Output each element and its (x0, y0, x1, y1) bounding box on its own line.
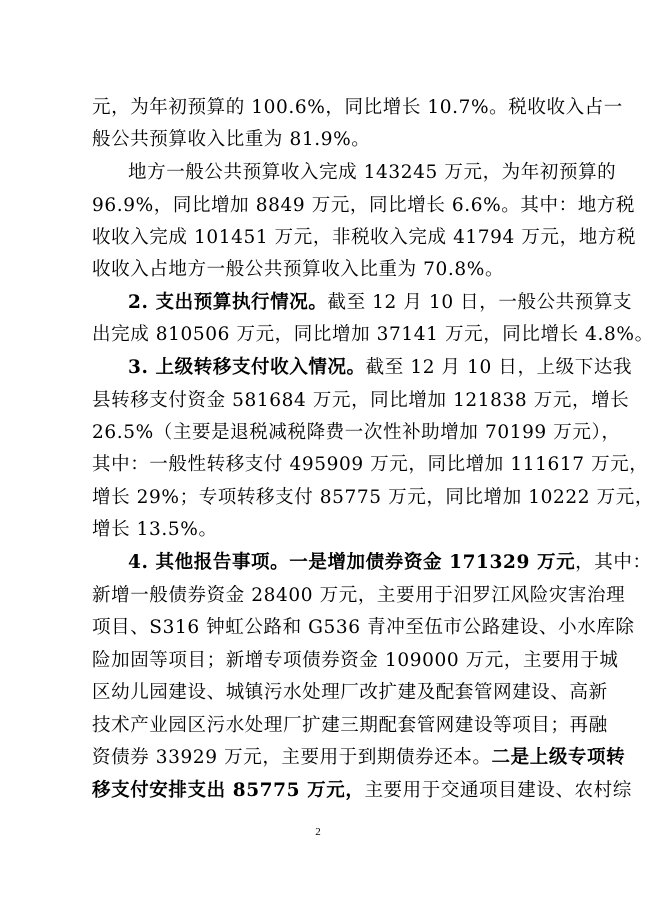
text-run: ，其中： (575, 552, 652, 573)
text-line (92, 681, 608, 705)
text-line (92, 421, 620, 445)
text-line (128, 356, 632, 380)
text-line (92, 194, 635, 218)
text-run: 县转移支付资金 581684 万元，同比增加 121838 万元，增长 (92, 390, 630, 411)
text-line (128, 551, 652, 575)
text-run: 新增一般债券资金 28400 万元，主要用于汨罗江风险灾害治理 (92, 585, 626, 606)
text-line (92, 96, 623, 120)
text-line (92, 128, 370, 152)
text-run: 险加固等项目；新增专项债券资金 109000 万元，主要用于城 (92, 650, 619, 671)
bold-heading: 4. 其他报告事项。一是增加债券资金 171329 万元 (128, 552, 576, 573)
text-line (92, 616, 635, 640)
text-line (92, 746, 625, 770)
text-line (92, 584, 625, 608)
text-line (128, 291, 632, 315)
text-run: 截至 12 月 10 日，上级下达我 (365, 357, 633, 378)
page-number: 2 (315, 826, 321, 838)
text-line (92, 226, 636, 250)
text-line (92, 453, 648, 477)
text-line (92, 389, 629, 413)
text-run: 26.5%（主要是退税减税降费一次性补助增加 70199 万元）， (92, 422, 621, 443)
text-run: 主要用于交通项目建设、农村综 (364, 780, 632, 801)
bold-heading: 二是上级专项转 (491, 747, 626, 768)
text-run: 般公共预算收入比重为 81.9%。 (92, 129, 371, 150)
text-line (92, 714, 608, 738)
text-line (92, 779, 632, 803)
text-line (92, 649, 619, 673)
text-run: 元，为年初预算的 100.6%，同比增长 10.7%。税收收入占一 (92, 97, 623, 118)
text-run: 技术产业园区污水处理厂扩建三期配套管网建设等项目；再融 (92, 715, 608, 736)
text-run: 收收入完成 101451 万元，非税收入完成 41794 万元，地方税 (92, 227, 636, 248)
bold-heading: 移支付安排支出 85775 万元， (92, 780, 365, 801)
text-line (92, 518, 218, 542)
text-run: 其中：一般性转移支付 495909 万元，同比增加 111617 万元， (92, 454, 649, 475)
text-run: 96.9%，同比增加 8849 万元，同比增长 6.6%。其中：地方税 (92, 195, 635, 216)
text-line (92, 486, 654, 510)
text-run: 截至 12 月 10 日，一般公共预算支 (327, 292, 633, 313)
text-run: 项目、S316 钟虹公路和 G536 青冲至伍市公路建设、小水库除 (92, 617, 635, 638)
text-run: 出完成 810506 万元，同比增加 37141 万元，同比增长 4.8%。 (92, 324, 654, 345)
text-line (128, 161, 616, 185)
text-run: 增长 29%；专项转移支付 85775 万元，同比增加 10222 万元， (92, 487, 654, 508)
text-run: 区幼儿园建设、城镇污水处理厂改扩建及配套管网建设、高新 (92, 682, 608, 703)
bold-heading: 3. 上级转移支付收入情况。 (128, 357, 366, 378)
text-run: 收收入占地方一般公共预算收入比重为 70.8%。 (92, 259, 505, 280)
text-run: 资债券 33929 万元，主要用于到期债券还本。 (92, 747, 492, 768)
text-run: 增长 13.5%。 (92, 519, 218, 540)
text-line (92, 323, 654, 347)
text-line (92, 258, 504, 282)
bold-heading: 2. 支出预算执行情况。 (128, 292, 328, 313)
text-run: 地方一般公共预算收入完成 143245 万元，为年初预算的 (128, 162, 617, 183)
